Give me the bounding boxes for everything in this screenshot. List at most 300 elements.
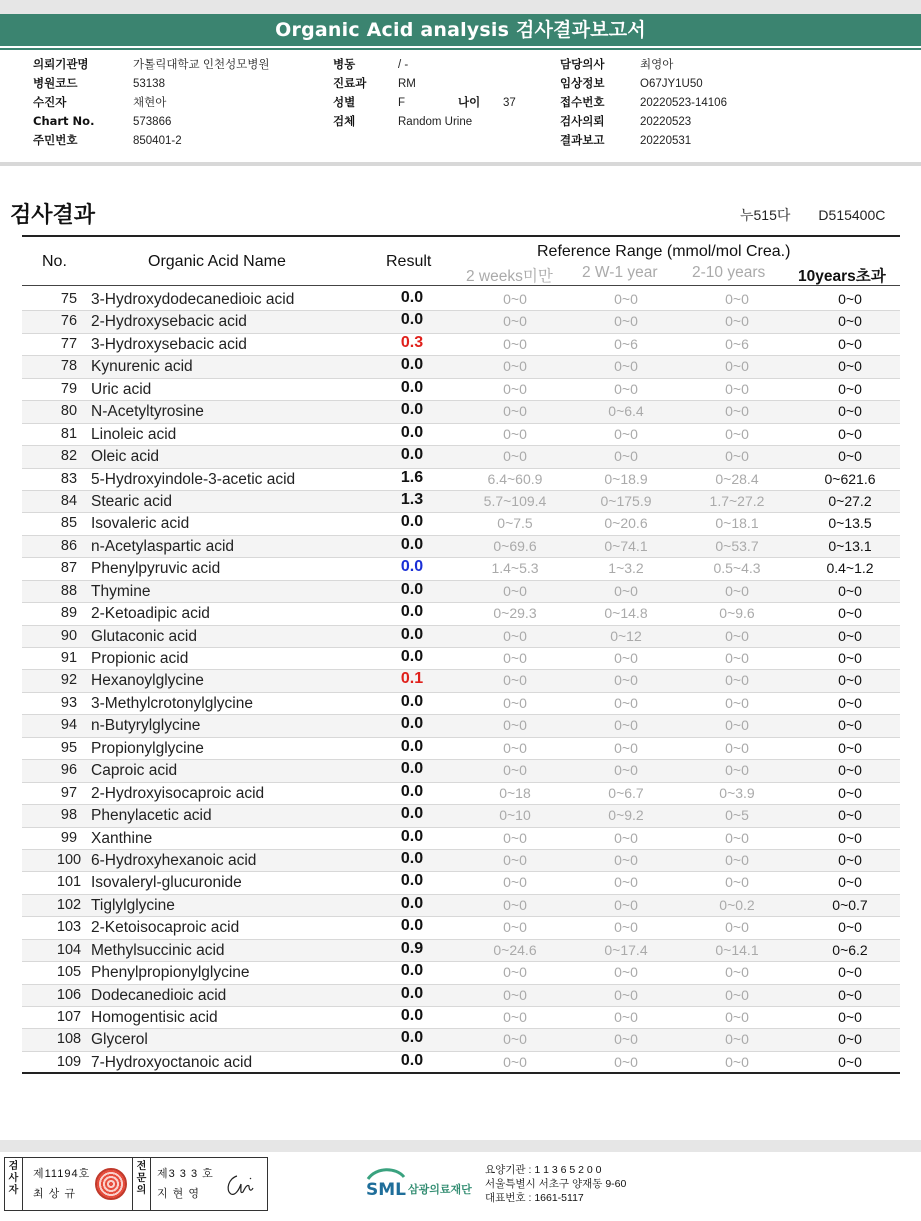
info-row xyxy=(33,93,270,112)
cell-range-4: 0~0 xyxy=(838,291,862,307)
info-value: 20220531 xyxy=(640,135,692,147)
cell-name: Oleic acid xyxy=(91,448,160,466)
cell-result: 0.9 xyxy=(400,939,424,957)
cell-range-3: 0~0 xyxy=(725,358,749,375)
table-row xyxy=(22,985,900,1007)
cell-range-3: 0~0 xyxy=(725,964,749,981)
cell-range-1: 5.7~109.4 xyxy=(483,492,547,509)
org-info xyxy=(485,1163,626,1205)
table-row xyxy=(22,334,900,356)
cell-no: 82 xyxy=(60,448,78,465)
cell-range-4: 0~0 xyxy=(838,582,862,599)
cell-name: 3-Methylcrotonylglycine xyxy=(91,694,253,712)
info-value: Random Urine xyxy=(398,116,473,128)
cell-range-2: 0~0 xyxy=(614,1009,638,1025)
table-row xyxy=(22,940,900,962)
cell-range-1: 0~0 xyxy=(503,717,527,734)
info-row xyxy=(333,112,516,131)
cell-range-1: 0~0 xyxy=(503,425,527,442)
cell-range-4: 0~0 xyxy=(838,784,862,801)
table-row xyxy=(22,693,900,715)
age-value: 37 xyxy=(503,97,516,109)
cell-range-2: 0~0 xyxy=(614,1053,638,1070)
cell-no: 83 xyxy=(60,470,78,487)
table-row xyxy=(22,648,900,670)
cell-name: Propionic acid xyxy=(91,650,189,667)
cell-result: 0.0 xyxy=(400,849,424,867)
cell-range-3: 0~0 xyxy=(725,403,749,420)
cell-no: 107 xyxy=(56,1009,82,1025)
cell-result: 0.0 xyxy=(400,311,424,329)
cell-no: 88 xyxy=(60,582,78,599)
cell-range-4: 0~0 xyxy=(838,717,862,734)
cell-result: 0.0 xyxy=(400,782,424,800)
cell-range-4: 0~0.7 xyxy=(832,896,868,913)
footer-band xyxy=(0,1140,921,1152)
table-row xyxy=(22,1007,900,1029)
cell-range-4: 0~0 xyxy=(838,964,862,981)
cell-range-1: 0~24.6 xyxy=(493,941,537,958)
info-value: 가톨릭대학교 인천성모병원 xyxy=(133,59,270,71)
info-label: 의뢰기관명 xyxy=(33,57,89,71)
cell-result: 0.0 xyxy=(400,580,424,598)
cell-no: 92 xyxy=(60,672,78,689)
info-row xyxy=(333,93,516,112)
table-row xyxy=(22,805,900,827)
header-range-4: 10years초과 xyxy=(798,268,886,285)
info-value: 20220523-14106 xyxy=(640,97,727,109)
cell-no: 95 xyxy=(60,739,78,756)
table-row xyxy=(22,783,900,805)
info-row xyxy=(560,55,727,74)
cell-range-2: 0~74.1 xyxy=(604,537,648,554)
cell-range-4: 0~13.1 xyxy=(828,537,872,554)
cell-range-3: 0~0 xyxy=(725,986,749,1003)
table-row xyxy=(22,1029,900,1051)
cell-name: Homogentisic acid xyxy=(91,1009,218,1026)
report-code xyxy=(740,205,913,225)
cell-range-1: 0~0 xyxy=(503,762,527,779)
cell-no: 80 xyxy=(60,403,78,420)
cell-range-2: 0~20.6 xyxy=(604,515,648,532)
cell-range-2: 0~0 xyxy=(614,448,638,465)
cell-range-4: 0.4~1.2 xyxy=(826,560,874,577)
cell-range-4: 0~0 xyxy=(838,1031,862,1048)
cell-range-4: 0~13.5 xyxy=(828,515,872,532)
cell-name: 5-Hydroxyindole-3-acetic acid xyxy=(91,470,296,488)
cell-no: 108 xyxy=(56,1031,82,1048)
cell-range-1: 1.4~5.3 xyxy=(491,560,539,577)
cell-range-4: 0~0 xyxy=(838,335,862,352)
cell-no: 109 xyxy=(56,1053,82,1070)
cell-result: 0.0 xyxy=(400,917,424,935)
cell-result: 0.0 xyxy=(400,423,424,441)
cell-range-4: 0~0 xyxy=(838,672,862,689)
cell-range-3: 0~9.6 xyxy=(719,605,755,622)
table-row xyxy=(22,379,900,401)
info-row xyxy=(33,55,270,74)
table-row xyxy=(22,603,900,625)
table-bottom-border xyxy=(22,1072,900,1074)
cell-range-2: 0~0 xyxy=(614,986,638,1003)
cell-no: 106 xyxy=(56,986,82,1003)
cell-range-3: 0~0 xyxy=(725,313,749,330)
cell-name: Phenylacetic acid xyxy=(91,807,212,825)
header-range-3: 2-10 years xyxy=(692,264,766,281)
cell-range-3: 0~0 xyxy=(725,448,749,465)
cell-no: 84 xyxy=(60,492,78,509)
cell-no: 85 xyxy=(60,515,78,532)
cell-range-3: 0~0 xyxy=(725,762,749,779)
cell-range-4: 0~0 xyxy=(838,694,862,711)
header-no: No. xyxy=(42,253,67,270)
info-value: O67JY1U50 xyxy=(640,78,703,90)
cell-name: n-Acetylaspartic acid xyxy=(91,537,235,555)
cell-range-2: 0~9.2 xyxy=(608,807,644,824)
cell-range-1: 0~0 xyxy=(503,919,527,936)
cell-result: 0.0 xyxy=(400,737,424,755)
table-row xyxy=(22,828,900,850)
cell-no: 104 xyxy=(56,941,82,958)
cell-no: 79 xyxy=(60,380,78,397)
cell-range-1: 0~0 xyxy=(503,1053,527,1070)
examiner-license: 제11194호 xyxy=(33,1168,91,1180)
cell-range-2: 0~0 xyxy=(614,896,638,913)
info-label: 담당의사 xyxy=(560,57,605,71)
table-top-border xyxy=(22,235,900,237)
age-label: 나이 xyxy=(458,95,481,109)
cell-result: 0.0 xyxy=(400,872,424,890)
cell-range-3: 0~0 xyxy=(725,874,749,891)
cell-range-4: 0~0 xyxy=(838,874,862,891)
cell-range-2: 0~0 xyxy=(614,762,638,779)
cell-range-3: 0~0.2 xyxy=(719,896,755,913)
cell-result: 0.0 xyxy=(400,356,424,374)
cell-range-3: 0~3.9 xyxy=(719,784,755,801)
cell-name: Propionylglycine xyxy=(91,739,204,757)
org-line: 요양기관 : 1 1 3 6 5 2 0 0 xyxy=(485,1164,602,1176)
info-value: 최영아 xyxy=(640,59,674,71)
cell-result: 0.0 xyxy=(400,715,424,733)
cell-result: 0.0 xyxy=(400,603,424,621)
cell-range-4: 0~0 xyxy=(838,425,862,442)
cell-range-4: 0~0 xyxy=(838,1009,862,1025)
cell-range-2: 0~12 xyxy=(610,627,642,644)
cell-no: 81 xyxy=(60,425,78,442)
section-title: 검사결과 xyxy=(10,203,96,228)
table-row xyxy=(22,491,900,513)
cell-range-2: 0~0 xyxy=(614,672,638,689)
cell-range-3: 0~0 xyxy=(725,919,749,936)
cell-range-3: 0~53.7 xyxy=(715,537,759,554)
cell-range-3: 0~0 xyxy=(725,650,749,666)
info-label: 수진자 xyxy=(33,95,67,109)
cell-range-2: 0~0 xyxy=(614,829,638,846)
cell-range-2: 0~0 xyxy=(614,313,638,330)
cell-range-4: 0~27.2 xyxy=(828,492,872,509)
cell-range-1: 0~0 xyxy=(503,694,527,711)
cell-range-4: 0~0 xyxy=(838,829,862,846)
cell-range-1: 0~0 xyxy=(503,313,527,330)
cell-result: 0.0 xyxy=(400,513,424,531)
cell-range-1: 6.4~60.9 xyxy=(487,470,543,487)
header-range-2: 2 W-1 year xyxy=(582,264,658,281)
examiner-cell xyxy=(23,1158,133,1210)
report-title-banner: Organic Acid analysis 검사결과보고서 xyxy=(0,14,921,46)
cell-name: Linoleic acid xyxy=(91,425,177,443)
info-label: 성별 xyxy=(333,95,356,109)
cell-range-3: 0~14.1 xyxy=(715,941,759,958)
cell-name: Glycerol xyxy=(91,1031,148,1049)
cell-name: Methylsuccinic acid xyxy=(91,941,225,959)
info-value: RM xyxy=(398,78,416,90)
org-line: 대표번호 : 1661-5117 xyxy=(485,1192,584,1204)
info-row xyxy=(33,131,270,150)
table-row xyxy=(22,738,900,760)
cell-result: 1.3 xyxy=(400,490,424,508)
cell-range-3: 0.5~4.3 xyxy=(713,560,761,577)
table-row xyxy=(22,401,900,423)
cell-range-4: 0~0 xyxy=(838,650,862,666)
cell-name: 2-Hydroxysebacic acid xyxy=(91,313,247,331)
info-label: 검사의뢰 xyxy=(560,114,605,128)
info-row xyxy=(333,74,516,93)
cell-no: 76 xyxy=(60,313,78,330)
cell-range-3: 0~0 xyxy=(725,717,749,734)
cell-result: 0.0 xyxy=(400,289,424,306)
seal-stamp-icon xyxy=(95,1168,127,1200)
table-row xyxy=(22,1052,900,1074)
cell-range-4: 0~0 xyxy=(838,380,862,397)
examiner-label: 검사자 xyxy=(5,1158,23,1210)
cell-no: 98 xyxy=(60,807,78,824)
top-margin-band xyxy=(0,0,921,14)
cell-result: 0.0 xyxy=(400,962,424,980)
cell-range-3: 1.7~27.2 xyxy=(709,492,765,509)
cell-range-3: 0~0 xyxy=(725,582,749,599)
cell-name: Hexanoylglycine xyxy=(91,672,204,690)
cell-name: Stearic acid xyxy=(91,492,172,510)
cell-no: 77 xyxy=(60,335,78,352)
cell-range-1: 0~0 xyxy=(503,739,527,756)
cell-no: 86 xyxy=(60,537,78,554)
cell-no: 87 xyxy=(60,560,78,577)
cell-range-4: 0~0 xyxy=(838,919,862,936)
cell-range-4: 0~0 xyxy=(838,739,862,756)
table-row xyxy=(22,670,900,692)
cell-range-3: 0~6 xyxy=(725,335,749,352)
cell-name: n-Butyrylglycine xyxy=(91,717,201,735)
cell-no: 94 xyxy=(60,717,78,734)
examiner-name: 최 상 규 xyxy=(33,1188,76,1200)
cell-result: 0.0 xyxy=(400,692,424,710)
info-label: 검체 xyxy=(333,114,356,128)
cell-range-1: 0~0 xyxy=(503,986,527,1003)
cell-range-3: 0~0 xyxy=(725,829,749,846)
cell-range-1: 0~0 xyxy=(503,1009,527,1025)
info-label: 병원코드 xyxy=(33,76,78,90)
info-value: 53138 xyxy=(133,78,165,90)
cell-range-1: 0~0 xyxy=(503,964,527,981)
cell-range-1: 0~0 xyxy=(503,874,527,891)
cell-range-2: 0~6 xyxy=(614,335,638,352)
cell-name: Xanthine xyxy=(91,829,153,847)
doctor-label: 전문의 xyxy=(133,1158,151,1210)
cell-range-2: 0~0 xyxy=(614,851,638,868)
doctor-license: 제3 3 3 호 xyxy=(157,1168,214,1180)
info-value: 20220523 xyxy=(640,116,692,128)
cell-range-3: 0~0 xyxy=(725,425,749,442)
cell-range-1: 0~0 xyxy=(503,829,527,846)
cell-range-2: 0~0 xyxy=(614,964,638,981)
cell-no: 78 xyxy=(60,358,78,375)
cell-range-1: 0~0 xyxy=(503,335,527,352)
cell-range-3: 0~0 xyxy=(725,739,749,756)
cell-range-2: 0~14.8 xyxy=(604,605,648,622)
cell-result: 0.0 xyxy=(400,648,424,665)
cell-range-1: 0~0 xyxy=(503,627,527,644)
doctor-name: 지 현 영 xyxy=(157,1188,200,1200)
table-row xyxy=(22,311,900,333)
cell-name: 7-Hydroxyoctanoic acid xyxy=(91,1053,253,1071)
patient-info-col1 xyxy=(33,55,270,150)
info-label: Chart No. xyxy=(33,114,95,128)
cell-name: Dodecanedioic acid xyxy=(91,986,227,1004)
result-rows xyxy=(22,289,900,1074)
header-result: Result xyxy=(386,253,432,270)
cell-range-3: 0~5 xyxy=(725,807,749,824)
cell-range-4: 0~0 xyxy=(838,403,862,420)
table-row xyxy=(22,715,900,737)
table-row xyxy=(22,850,900,872)
cell-result: 0.0 xyxy=(400,1007,424,1024)
banner-divider xyxy=(0,48,921,50)
cell-name: Isovaleric acid xyxy=(91,515,190,533)
table-row xyxy=(22,962,900,984)
table-row xyxy=(22,356,900,378)
info-row xyxy=(560,74,727,93)
cell-range-4: 0~0 xyxy=(838,986,862,1003)
cell-name: 3-Hydroxysebacic acid xyxy=(91,335,247,353)
cell-range-4: 0~0 xyxy=(838,313,862,330)
cell-range-1: 0~0 xyxy=(503,358,527,375)
cell-result: 0.0 xyxy=(400,805,424,823)
cell-no: 93 xyxy=(60,694,78,711)
cell-name: 3-Hydroxydodecanedioic acid xyxy=(91,291,295,308)
table-row xyxy=(22,446,900,468)
cell-name: 2-Ketoadipic acid xyxy=(91,605,210,623)
cell-name: Glutaconic acid xyxy=(91,627,197,645)
cell-result: 0.0 xyxy=(400,984,424,1002)
info-row xyxy=(560,131,727,150)
signature-box xyxy=(4,1157,268,1211)
cell-result: 0.0 xyxy=(400,535,424,553)
cell-result: 0.0 xyxy=(400,1051,424,1069)
cell-range-1: 0~69.6 xyxy=(493,537,537,554)
cell-no: 97 xyxy=(60,784,78,801)
logo-text: 삼광의료재단 xyxy=(408,1183,472,1196)
cell-result: 0.0 xyxy=(400,378,424,396)
cell-range-1: 0~0 xyxy=(503,650,527,666)
cell-range-2: 0~0 xyxy=(614,582,638,599)
table-row xyxy=(22,581,900,603)
cell-result: 0.1 xyxy=(400,670,424,688)
org-line: 서울특별시 서초구 양재동 9-60 xyxy=(485,1178,627,1190)
cell-no: 96 xyxy=(60,762,78,779)
cell-range-3: 0~0 xyxy=(725,1031,749,1048)
cell-no: 103 xyxy=(56,919,82,936)
cell-range-2: 0~0 xyxy=(614,919,638,936)
cell-no: 102 xyxy=(56,896,82,913)
cell-range-3: 0~0 xyxy=(725,672,749,689)
table-row xyxy=(22,895,900,917)
cell-range-4: 0~0 xyxy=(838,762,862,779)
cell-name: 6-Hydroxyhexanoic acid xyxy=(91,851,257,869)
table-row xyxy=(22,872,900,894)
table-row xyxy=(22,626,900,648)
cell-range-3: 0~0 xyxy=(725,380,749,397)
cell-range-2: 0~175.9 xyxy=(600,492,652,509)
cell-range-2: 0~0 xyxy=(614,739,638,756)
cell-range-2: 0~17.4 xyxy=(604,941,648,958)
cell-name: N-Acetyltyrosine xyxy=(91,403,204,421)
info-value: 채현아 xyxy=(133,97,167,109)
cell-range-4: 0~0 xyxy=(838,1053,862,1070)
cell-range-2: 0~0 xyxy=(614,380,638,397)
cell-range-2: 0~0 xyxy=(614,425,638,442)
cell-name: Isovaleryl-glucuronide xyxy=(91,874,242,892)
cell-range-2: 0~6.7 xyxy=(608,784,644,801)
cell-no: 99 xyxy=(60,829,78,846)
cell-range-1: 0~0 xyxy=(503,851,527,868)
table-row xyxy=(22,289,900,311)
header-range-1: 2 weeks미만 xyxy=(466,268,553,285)
cell-name: Uric acid xyxy=(91,380,152,398)
table-row xyxy=(22,513,900,535)
table-row xyxy=(22,760,900,782)
cell-no: 105 xyxy=(56,964,82,981)
cell-result: 1.6 xyxy=(400,468,424,486)
info-row xyxy=(560,93,727,112)
table-row xyxy=(22,558,900,580)
info-row xyxy=(33,112,270,131)
signature-icon xyxy=(223,1170,257,1200)
doctor-cell xyxy=(151,1158,263,1210)
cell-name: Phenylpropionylglycine xyxy=(91,964,250,982)
cell-range-1: 0~0 xyxy=(503,380,527,397)
cell-range-2: 0~0 xyxy=(614,358,638,375)
info-value: 850401-2 xyxy=(133,135,182,147)
cell-name: 2-Ketoisocaproic acid xyxy=(91,919,240,937)
cell-name: Thymine xyxy=(91,582,151,600)
cell-range-1: 0~10 xyxy=(499,807,531,824)
cell-range-3: 0~0 xyxy=(725,851,749,868)
cell-result: 0.0 xyxy=(400,558,424,576)
info-label: 주민번호 xyxy=(33,133,78,147)
cell-range-4: 0~621.6 xyxy=(824,470,876,487)
cell-no: 89 xyxy=(60,605,78,622)
patient-info-col3 xyxy=(560,55,727,150)
cell-range-2: 1~3.2 xyxy=(608,560,644,577)
cell-range-2: 0~0 xyxy=(614,694,638,711)
cell-no: 101 xyxy=(56,874,82,891)
cell-range-2: 0~18.9 xyxy=(604,470,648,487)
cell-range-3: 0~0 xyxy=(725,291,749,307)
cell-range-4: 0~0 xyxy=(838,851,862,868)
cell-range-1: 0~0 xyxy=(503,1031,527,1048)
info-value: / - xyxy=(398,59,409,71)
cell-range-2: 0~0 xyxy=(614,650,638,666)
